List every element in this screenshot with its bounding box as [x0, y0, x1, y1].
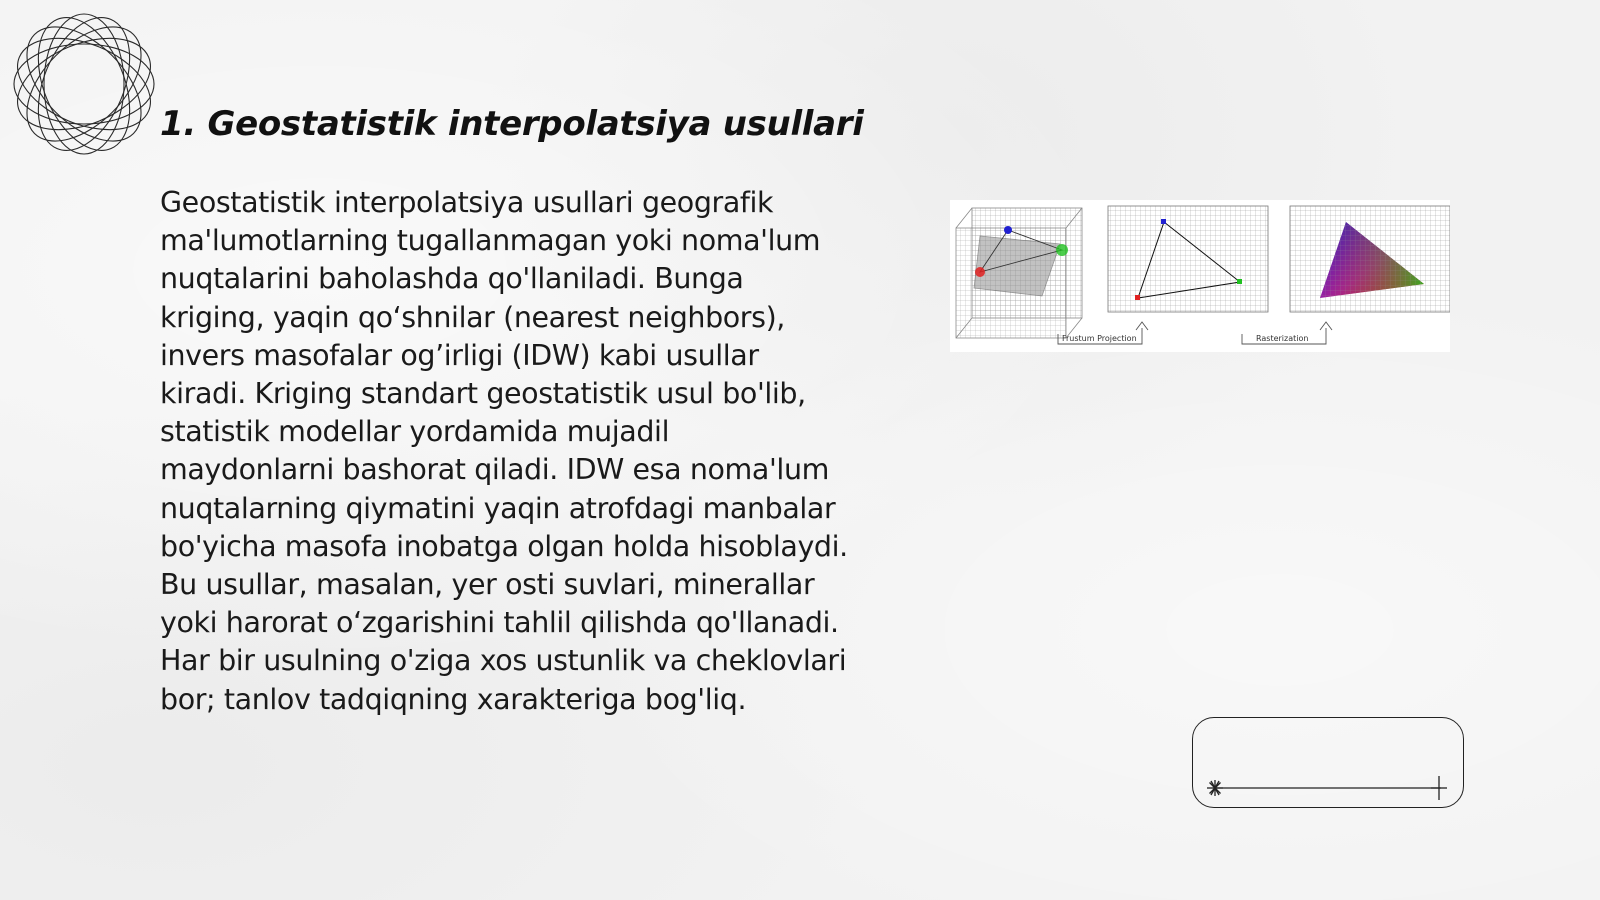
slide-body-text: Geostatistik interpolatsiya usullari geografik ma'lumotlarning tugallanmagan yoki noma'lum nuqtalarini baholashda qo'llaniladi. Bunga kriging, yaqin qo‘shnilar (nearest neighbors), invers masofalar og’irligi (IDW) kabi usullar kiradi. Kriging standart geostatistik usul bo'lib, statistik modellar yordamida mujadil maydonlarni bashorat qiladi. IDW esa noma'lum nuqtalarning qiymatini yaqin atrofdagi manbalar bo'yicha masofa inobatga olgan holda hisoblaydi. Bu usullar, masalan, yer osti suvlari, minerallar yoki harorat o‘zgarishini tahlil qilishda qo'llanadi. Har bir usulning o'ziga xos ustunlik va cheklovlari bor; tanlov tadqiqning xarakteriga bog'liq.: [160, 186, 848, 716]
frustum-projection-label: Frustum Projection: [1062, 334, 1137, 343]
frustum-projection-arrow: [1058, 322, 1148, 344]
rasterization-figure: [950, 200, 1450, 352]
decorative-pill-frame: [1192, 717, 1464, 808]
projected-triangle-panel: [1108, 206, 1268, 312]
rasterized-triangle-panel: [1290, 206, 1450, 312]
pill-line-decoration: [1193, 718, 1465, 809]
circle-rosette-icon: [8, 8, 160, 160]
slide-title: 1. Geostatistik interpolatsiya usullari: [160, 104, 864, 144]
starburst-icon: [1207, 780, 1223, 796]
rasterization-diagram: [950, 200, 1450, 352]
cross-icon: [1431, 776, 1447, 800]
rasterization-arrow: [1242, 322, 1332, 344]
frustum-cube: [956, 208, 1082, 338]
rasterization-label: Rasterization: [1256, 334, 1309, 343]
